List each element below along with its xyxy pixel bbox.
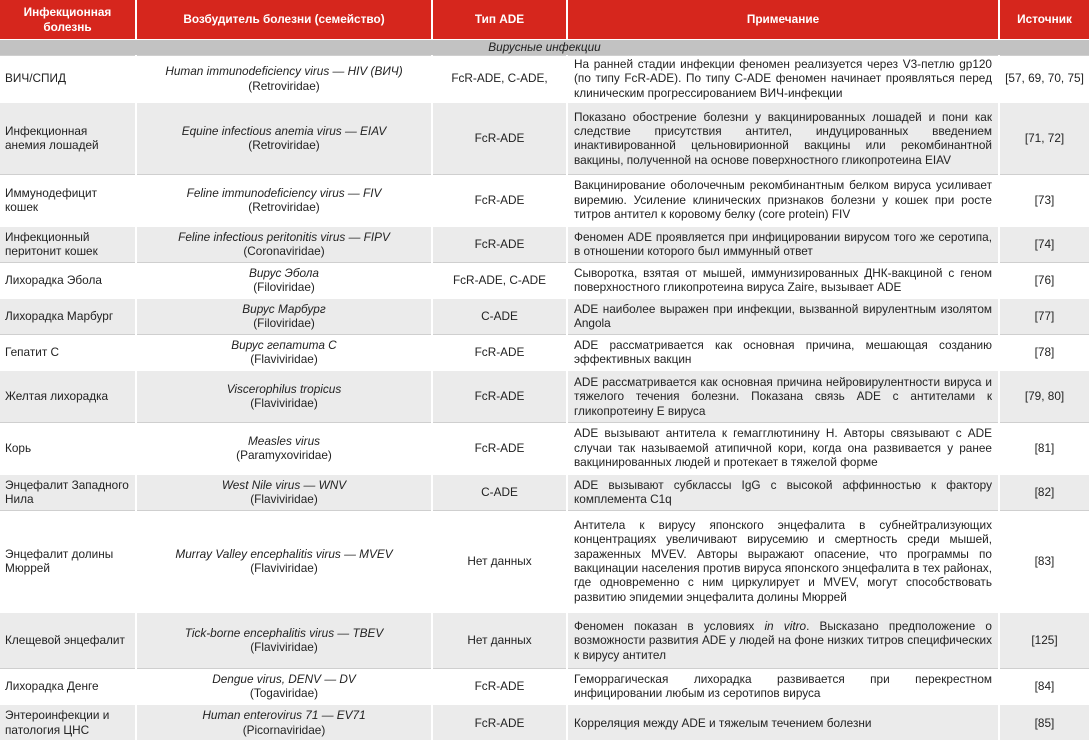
cell-agent (136, 510, 432, 612)
agent-name: Feline immunodeficiency virus — FIV (186, 185, 382, 200)
cell-note (567, 612, 999, 668)
agent-family: (Flaviviridae) (250, 396, 318, 411)
cell-agent (136, 334, 432, 370)
cell-agent (136, 668, 432, 704)
cell-disease: Гепатит С (0, 334, 136, 370)
agent-family: (Coronaviridae) (243, 244, 325, 259)
cell-source: [84] (999, 668, 1089, 704)
cell-source: [82] (999, 474, 1089, 510)
agent-family: (Retroviridae) (248, 78, 320, 93)
cell-source: [125] (999, 612, 1089, 668)
cell-disease: Лихорадка Марбург (0, 298, 136, 334)
agent-name: Viscerophilus tropicus (226, 382, 342, 397)
table-row (0, 102, 1089, 174)
agent-family: (Flaviviridae) (250, 492, 318, 507)
agent-name: Dengue virus, DENV — DV (212, 671, 356, 686)
cell-note: ADE вызывают антитела к гемагглютинину Н. Авторы связывают с ADE случаи так называемой атипичной кори, когда она развивается у ранее вакцинированных людей и протекает в тяжелой форме (567, 422, 999, 474)
agent-family: (Flaviviridae) (250, 640, 318, 655)
cell-agent (136, 370, 432, 422)
note-text-emphasis: in vitro (764, 618, 807, 633)
header-ade-type: Тип ADE (432, 0, 567, 40)
header-note: Примечание (567, 0, 999, 40)
agent-family: (Paramyxoviridae) (236, 447, 332, 462)
table-row (0, 668, 1089, 704)
cell-agent (136, 298, 432, 334)
table-row (0, 612, 1089, 668)
cell-note: Корреляция между ADE и тяжелым течением болезни (567, 704, 999, 740)
cell-disease: Лихорадка Денге (0, 668, 136, 704)
cell-source: [71, 72] (999, 102, 1089, 174)
cell-note: ADE наиболее выражен при инфекции, вызванной вирулентным изолятом Angola (567, 298, 999, 334)
cell-ade-type: FcR-ADE, C-ADE (432, 262, 567, 298)
cell-disease: Инфекционная анемия лошадей (0, 102, 136, 174)
cell-note: Феномен ADE проявляется при инфицировании вирусом того же серотипа, в отношении которого был иммунный ответ (567, 226, 999, 262)
cell-source: [74] (999, 226, 1089, 262)
cell-source: [79, 80] (999, 370, 1089, 422)
agent-family: (Retroviridae) (248, 199, 320, 214)
cell-agent (136, 102, 432, 174)
table-row (0, 174, 1089, 226)
cell-note: Сыворотка, взятая от мышей, иммунизированных ДНК-вакциной с геном поверхностного гликопротеина вируса Zaire, вызывает ADE (567, 262, 999, 298)
cell-ade-type: FcR-ADE (432, 174, 567, 226)
cell-disease: Энцефалит долины Мюррей (0, 510, 136, 612)
cell-agent (136, 174, 432, 226)
agent-name: Human immunodeficiency virus — HIV (ВИЧ) (165, 64, 403, 79)
agent-name: Murray Valley encephalitis virus — MVEV (175, 546, 393, 561)
table-row (0, 474, 1089, 510)
cell-ade-type: C-ADE (432, 474, 567, 510)
table-row (0, 298, 1089, 334)
cell-ade-type: FcR-ADE (432, 226, 567, 262)
cell-ade-type: FcR-ADE, C-ADE, (432, 56, 567, 103)
cell-disease: Клещевой энцефалит (0, 612, 136, 668)
cell-source: [73] (999, 174, 1089, 226)
cell-note: ADE рассматривается как основная причина нейровирулентности вируса и тяжелого течения болезни. Показана связь ADE с антителами к гликопротеину Е вируса (567, 370, 999, 422)
cell-note: Антитела к вирусу японского энцефалита в субнейтрализующих концентрациях увеличивают вирусемию и смертность среди мышей, зараженных MVEV. Авторы выражают опасение, что программы по вакцинации населения против вируса японского энцефалита в тех районах, где одновременно с ним циркулирует и MVEV, могут способствовать развитию эпидемии энцефалита долины Мюррей (567, 510, 999, 612)
cell-agent (136, 262, 432, 298)
table-row (0, 704, 1089, 740)
cell-agent (136, 612, 432, 668)
agent-name: Equine infectious anemia virus — EIAV (181, 124, 387, 139)
cell-note: Вакцинирование оболочечным рекомбинантным белком вируса усиливает виремию. Усиление клинических признаков болезни у кошек при росте титров антител к коровому белку (core protein) FIV (567, 174, 999, 226)
agent-family: (Retroviridae) (248, 138, 320, 153)
cell-source: [76] (999, 262, 1089, 298)
cell-source: [77] (999, 298, 1089, 334)
cell-note: ADE вызывают субклассы IgG с высокой аффинностью к фактору комплемента C1q (567, 474, 999, 510)
cell-source: [57, 69, 70, 75] (999, 56, 1089, 103)
cell-agent (136, 226, 432, 262)
agent-family: (Picornaviridae) (242, 722, 326, 737)
agent-family: (Flaviviridae) (250, 351, 318, 366)
cell-disease: Энтероинфекции и патология ЦНС (0, 704, 136, 740)
table-row (0, 334, 1089, 370)
cell-disease: Иммунодефицит кошек (0, 174, 136, 226)
header-agent: Возбудитель болезни (семейство) (136, 0, 432, 40)
cell-agent (136, 422, 432, 474)
cell-agent (136, 56, 432, 103)
cell-source: [78] (999, 334, 1089, 370)
cell-disease: Лихорадка Эбола (0, 262, 136, 298)
agent-name: Feline infectious peritonitis virus — FIPV (178, 230, 390, 245)
agent-family: (Filoviridae) (253, 316, 315, 331)
table-row (0, 370, 1089, 422)
cell-disease: Инфекционный перитонит кошек (0, 226, 136, 262)
header-disease: Инфекционная болезнь (0, 0, 136, 40)
cell-source: [81] (999, 422, 1089, 474)
cell-note: Геморрагическая лихорадка развивается при перекрестном инфицировании любым из серотипов вируса (567, 668, 999, 704)
cell-disease: Корь (0, 422, 136, 474)
header-source: Источник (999, 0, 1089, 40)
cell-note: На ранней стадии инфекции феномен реализуется через V3-петлю gp120 (по типу FcR-ADE). По типу C-ADE феномен начинает проявляться перед клиническим прогрессированием ВИЧ-инфекции (567, 56, 999, 103)
cell-ade-type: FcR-ADE (432, 704, 567, 740)
cell-note: ADE рассматривается как основная причина, мешающая созданию эффективных вакцин (567, 334, 999, 370)
agent-name: Tick-borne encephalitis virus — TBEV (184, 626, 384, 641)
agent-name: Measles virus (247, 433, 321, 448)
table-row (0, 262, 1089, 298)
cell-ade-type: Нет данных (432, 510, 567, 612)
agent-name: Вирус гепатита С (231, 337, 337, 352)
cell-ade-type: FcR-ADE (432, 334, 567, 370)
table-row (0, 422, 1089, 474)
cell-ade-type: FcR-ADE (432, 102, 567, 174)
table-row (0, 510, 1089, 612)
cell-ade-type: Нет данных (432, 612, 567, 668)
table-row (0, 56, 1089, 103)
agent-name: Вирус Эбола (248, 265, 319, 280)
cell-agent (136, 474, 432, 510)
note-text-end: . Высказано предположение о возможности развития ADE у людей на фоне низких титров специфических к вирусу антител (574, 618, 992, 662)
cell-disease: Желтая лихорадка (0, 370, 136, 422)
cell-ade-type: C-ADE (432, 298, 567, 334)
cell-note: Показано обострение болезни у вакцинированных лошадей и пони как следствие присутствия антител, индуцированных введением инактивированной цельновирионной вакцины или рекомбинантной вакцины, полученной на основе поверхностного гликопротеина EIAV (567, 102, 999, 174)
cell-source: [83] (999, 510, 1089, 612)
cell-disease: Энцефалит Западного Нила (0, 474, 136, 510)
agent-name: Human enterovirus 71 — EV71 (202, 708, 366, 723)
cell-ade-type: FcR-ADE (432, 668, 567, 704)
cell-agent (136, 704, 432, 740)
section-title: Вирусные инфекции (0, 40, 1089, 56)
agent-family: (Togaviridae) (249, 685, 319, 700)
cell-source: [85] (999, 704, 1089, 740)
agent-name: West Nile virus — WNV (221, 478, 347, 493)
table-header-row (0, 0, 1089, 40)
agent-name: Вирус Марбург (242, 302, 326, 317)
table-row (0, 226, 1089, 262)
cell-ade-type: FcR-ADE (432, 422, 567, 474)
agent-family: (Flaviviridae) (250, 560, 318, 575)
note-text-start: Феномен показан в условиях (574, 618, 765, 633)
cell-ade-type: FcR-ADE (432, 370, 567, 422)
cell-disease: ВИЧ/СПИД (0, 56, 136, 103)
agent-family: (Filoviridae) (253, 279, 315, 294)
section-row (0, 40, 1089, 56)
